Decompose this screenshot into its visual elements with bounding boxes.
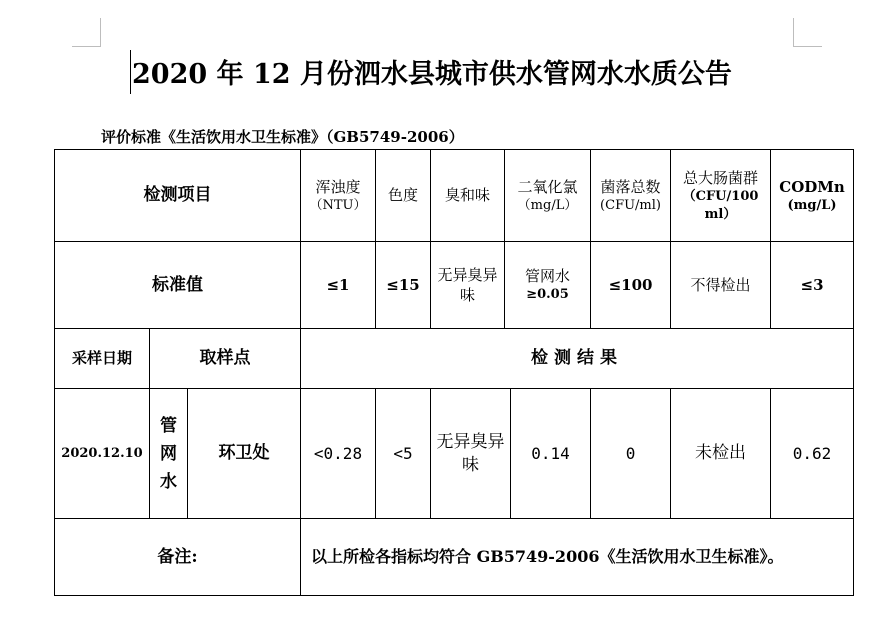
standard-coliform[interactable]: 不得检出: [671, 242, 771, 329]
note-text[interactable]: 以上所检各指标均符合 GB5749-2006《生活饮用水卫生标准》。: [301, 519, 854, 596]
table-row-note: [55, 519, 854, 596]
header-cod-unit: (mg/L): [787, 197, 837, 213]
text-cursor: [130, 50, 131, 94]
header-coliform-name: 总大肠菌群: [683, 168, 759, 187]
table-row-header: [55, 150, 854, 242]
result-chlorine-dioxide[interactable]: 0.14: [511, 389, 591, 519]
standard-chlorine-dioxide-value: ≥0.05: [526, 287, 569, 303]
header-turbidity-unit: （NTU）: [309, 197, 367, 213]
page-corner-mark-top-right: [793, 18, 822, 47]
result-header-date[interactable]: 采样日期: [55, 329, 150, 389]
standard-odor[interactable]: 无异臭异味: [431, 242, 505, 329]
result-sample-type[interactable]: [150, 389, 188, 519]
result-bacteria[interactable]: 0: [591, 389, 671, 519]
standard-color[interactable]: ≤15: [376, 242, 431, 329]
table-row-standard: [55, 242, 854, 329]
header-turbidity[interactable]: [301, 150, 376, 242]
standard-bacteria[interactable]: ≤100: [591, 242, 671, 329]
result-header-point[interactable]: 取样点: [150, 329, 301, 389]
result-turbidity[interactable]: <0.28: [301, 389, 376, 519]
result-header-result[interactable]: 检测结果: [301, 329, 854, 389]
header-turbidity-name: 浑浊度: [315, 177, 361, 196]
result-sample-type-char: 网: [160, 443, 177, 464]
header-chlorine-dioxide-unit: （mg/L）: [517, 197, 578, 213]
header-bacteria[interactable]: [591, 150, 671, 242]
header-item-label[interactable]: 检测项目: [55, 150, 301, 242]
result-odor[interactable]: 无异臭异味: [431, 389, 511, 519]
note-label[interactable]: 备注:: [55, 519, 301, 596]
result-coliform[interactable]: 未检出: [671, 389, 771, 519]
evaluation-standard[interactable]: 评价标准《生活饮用水卫生标准》（GB5749-2006）: [101, 128, 464, 146]
standard-chlorine-dioxide[interactable]: [505, 242, 591, 329]
result-cod[interactable]: 0.62: [771, 389, 854, 519]
standard-turbidity[interactable]: ≤1: [301, 242, 376, 329]
result-color[interactable]: <5: [376, 389, 431, 519]
header-coliform[interactable]: [671, 150, 771, 242]
result-sample-type-char: 管: [160, 415, 177, 436]
header-cod[interactable]: [771, 150, 854, 242]
header-coliform-unit: （CFU/100 ml）: [682, 189, 759, 222]
standard-label[interactable]: 标准值: [55, 242, 301, 329]
page-corner-mark-top-left: [72, 18, 101, 47]
table-row-result: [55, 389, 854, 519]
header-chlorine-dioxide-name: 二氧化氯: [517, 177, 578, 196]
header-bacteria-name: 菌落总数: [600, 177, 661, 196]
result-sample-type-char: 水: [160, 471, 177, 492]
header-bacteria-unit: (CFU/ml): [600, 197, 661, 213]
standard-chlorine-dioxide-prefix: 管网水: [525, 267, 571, 286]
header-chlorine-dioxide[interactable]: [505, 150, 591, 242]
water-quality-table: [54, 149, 854, 596]
header-cod-name: CODMn: [779, 177, 845, 196]
result-date[interactable]: 2020.12.10: [55, 389, 150, 519]
standard-cod[interactable]: ≤3: [771, 242, 854, 329]
page-title[interactable]: 2020 年 12 月份泗水县城市供水管网水水质公告: [132, 59, 732, 90]
table-row-result-header: [55, 329, 854, 389]
header-color[interactable]: 色度: [376, 150, 431, 242]
result-location[interactable]: 环卫处: [188, 389, 301, 519]
header-odor[interactable]: 臭和味: [431, 150, 505, 242]
